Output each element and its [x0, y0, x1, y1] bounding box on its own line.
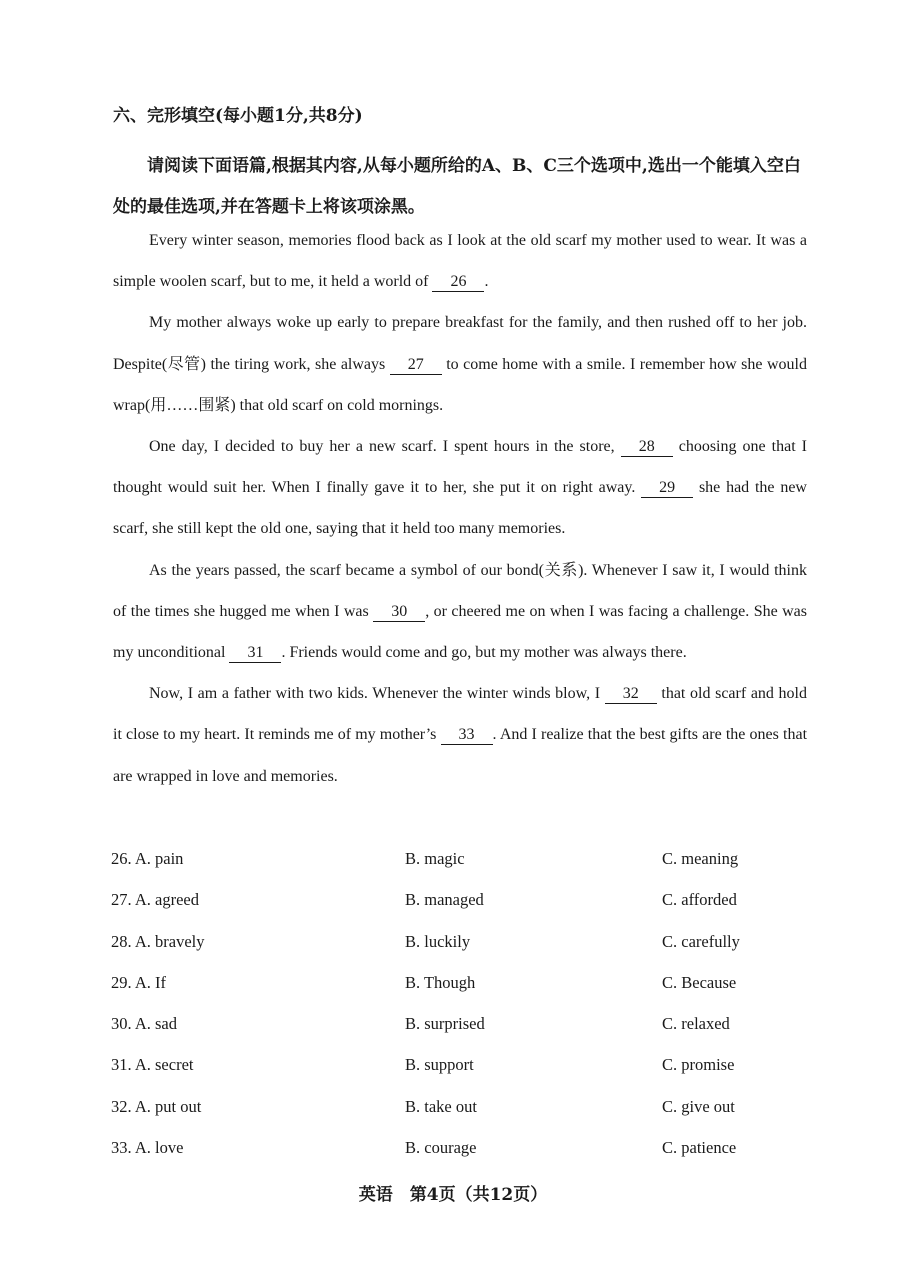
option-c: C. Because [662, 972, 737, 992]
paragraph-text: Every winter season, memories flood back as I look at the old scarf my mother used to wear. It was a simple woolen scarf, but to me, it held a world of [113, 232, 807, 291]
paragraph-text: One day, I decided to buy her a new scarf. I spent hours in the store, [149, 438, 621, 456]
paragraph-text: Now, I am a father with two kids. Whenever the winter winds blow, I [149, 685, 605, 703]
option-a: 32. A. put out [111, 1096, 202, 1116]
blank-32: 32 [605, 685, 657, 704]
question-options-30 [111, 1003, 831, 1044]
option-a: 33. A. love [111, 1138, 184, 1158]
paragraph-2 [113, 302, 807, 426]
question-options-27 [111, 879, 831, 920]
page-footer: 英语 第4页（共12页） [358, 1185, 548, 1205]
option-a: 26. A. pain [111, 849, 184, 868]
blank-28: 28 [621, 438, 673, 457]
cloze-passage [113, 220, 807, 797]
option-a: 27. A. agreed [111, 890, 199, 910]
question-options-29 [111, 962, 831, 1003]
blank-27: 27 [390, 356, 442, 375]
option-c: C. meaning [662, 849, 739, 868]
question-options-26 [111, 838, 831, 879]
paragraph-text: . [484, 273, 489, 291]
blank-30: 30 [373, 603, 425, 622]
paragraph-4 [113, 550, 807, 674]
paragraph-text: As the years passed, the scarf became a symbol of our bond(关系). Whenever I saw it, I would think of the times she hugged me when I was [113, 561, 807, 620]
paragraph-text: she had the new scarf, she still kept the old one, saying that it held too many memories. [113, 479, 807, 538]
option-a: 30. A. sad [111, 1014, 177, 1034]
paragraph-text: , or cheered me on when I was facing a challenge. She was my unconditional [113, 602, 807, 662]
option-a: 28. A. bravely [111, 931, 205, 951]
blank-26: 26 [432, 273, 484, 292]
option-b: B. luckily [405, 931, 471, 951]
paragraph-text: that old scarf and hold it close to my heart. It reminds me of my mother’s [113, 685, 807, 744]
paragraph-text: . Friends would come and go, but my mother was always there. [281, 644, 687, 662]
section-instruction: 请阅读下面语篇,根据其内容,从每小题所给的A、B、C三个选项中,选出一个能填入空白处的最佳选项,并在答题卡上将该项涂黑。 [113, 156, 801, 217]
section-title: 六、完形填空(每小题1分,共8分) [113, 106, 363, 126]
question-options-28 [111, 921, 831, 962]
option-b: B. Though [405, 972, 476, 992]
option-b: B. support [405, 1055, 474, 1075]
paragraph-text: choosing one that I thought would suit her. When I finally gave it to her, she put it on right away. [113, 438, 808, 497]
paragraph-text: . And I realize that the best gifts are the ones that are wrapped in love and memories. [113, 726, 808, 785]
option-c: C. carefully [662, 931, 740, 951]
paragraph-1 [113, 220, 807, 302]
option-b: B. surprised [405, 1014, 485, 1034]
option-b: B. magic [405, 849, 465, 868]
option-c: C. afforded [662, 890, 737, 910]
option-c: C. promise [662, 1055, 735, 1075]
question-options-31 [111, 1044, 831, 1085]
option-a: 29. A. If [111, 972, 166, 992]
blank-33: 33 [441, 726, 493, 745]
option-b: B. take out [405, 1096, 477, 1116]
option-c: C. relaxed [662, 1014, 730, 1034]
question-options-32 [111, 1086, 831, 1127]
paragraph-text: My mother always woke up early to prepare breakfast for the family, and then rushed off to her job. Despite(尽管) the tiring work, she always [113, 314, 807, 373]
option-c: C. patience [662, 1138, 737, 1158]
option-c: C. give out [662, 1096, 735, 1116]
option-b: B. managed [405, 890, 484, 910]
option-a: 31. A. secret [111, 1055, 194, 1075]
option-b: B. courage [405, 1138, 477, 1158]
answer-options [111, 838, 831, 1168]
paragraph-3 [113, 426, 807, 550]
paragraph-text: to come home with a smile. I remember how she would wrap(用……围紧) that old scarf on cold mornings. [113, 355, 807, 414]
blank-31: 31 [229, 644, 281, 663]
paragraph-5 [113, 673, 807, 797]
blank-29: 29 [641, 479, 693, 498]
question-options-33 [111, 1127, 831, 1168]
